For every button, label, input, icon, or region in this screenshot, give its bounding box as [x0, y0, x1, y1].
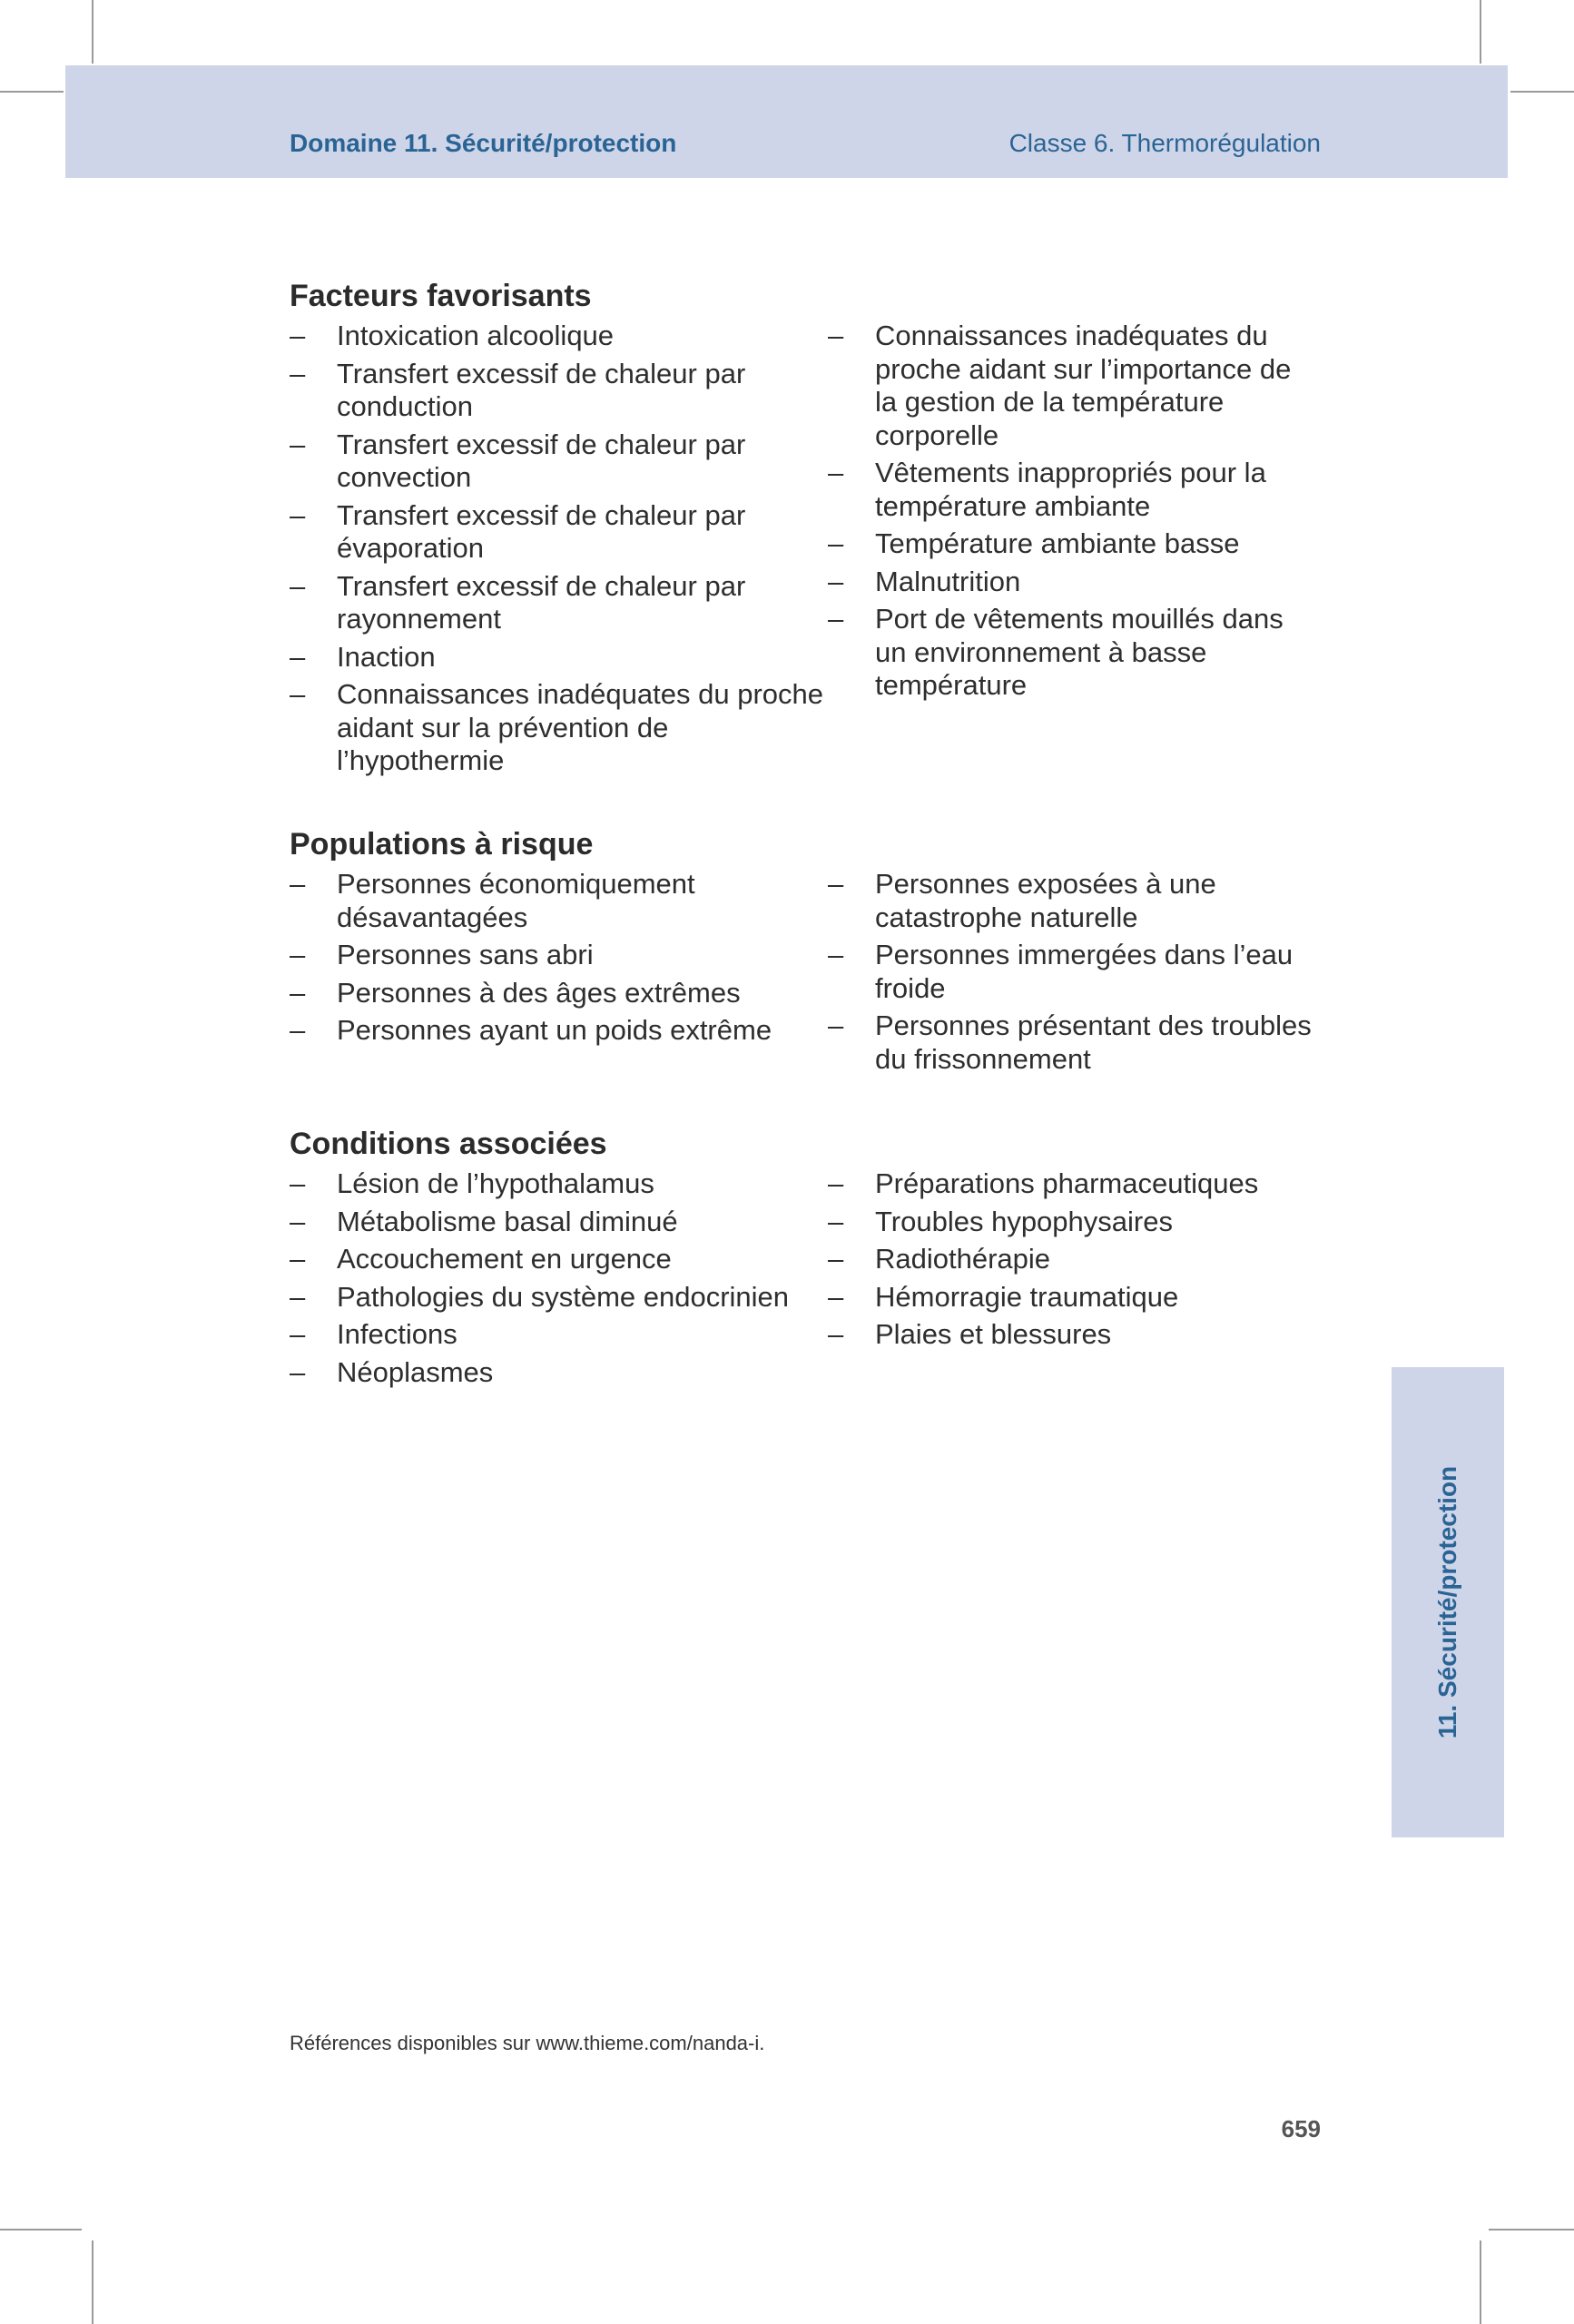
section-facteurs-favorisants	[290, 276, 1321, 783]
crop-mark	[1510, 91, 1574, 93]
list-item: – Préparations pharmaceutiques	[828, 1167, 1321, 1201]
list-item: – Infections	[290, 1318, 828, 1352]
list-item: – Transfert excessif de chaleur par évaporation	[290, 499, 828, 566]
column-right	[828, 868, 1321, 1080]
list-item: – Intoxication alcoolique	[290, 320, 828, 353]
list-item: – Accouchement en urgence	[290, 1243, 828, 1276]
list-item: – Température ambiante basse	[828, 527, 1321, 561]
references-note: Références disponibles sur www.thieme.com/nanda-i.	[290, 2032, 765, 2054]
list-item: – Inaction	[290, 641, 828, 675]
list-item: – Personnes ayant un poids extrême	[290, 1014, 828, 1048]
column-left	[290, 868, 828, 1080]
crop-mark	[1489, 2229, 1574, 2230]
header-domain: Domaine 11. Sécurité/protection	[290, 129, 677, 157]
list-item: – Personnes économiquement désavantagées	[290, 868, 828, 934]
section-title: Conditions associées	[290, 1127, 607, 1161]
column-right	[828, 1167, 1321, 1393]
list-item: – Malnutrition	[828, 566, 1321, 599]
bullet-list	[828, 1167, 1321, 1352]
list-item: – Transfert excessif de chaleur par convection	[290, 428, 828, 495]
list-item: – Troubles hypophysaires	[828, 1206, 1321, 1239]
section-columns	[290, 868, 1321, 1080]
crop-mark	[92, 0, 93, 64]
crop-mark	[1480, 2240, 1481, 2324]
list-item: – Personnes immergées dans l’eau froide	[828, 939, 1321, 1005]
bullet-list	[290, 1167, 828, 1389]
bullet-list	[290, 320, 828, 778]
section-columns	[290, 1167, 1321, 1393]
list-item: – Personnes présentant des troubles du frissonnement	[828, 1009, 1321, 1076]
list-item: – Port de vêtements mouillés dans un environnement à basse température	[828, 603, 1321, 703]
list-item: – Transfert excessif de chaleur par rayonnement	[290, 570, 828, 636]
section-title: Facteurs favorisants	[290, 279, 592, 313]
header-band	[65, 65, 1508, 178]
list-item: – Personnes exposées à une catastrophe naturelle	[828, 868, 1321, 934]
list-item: – Radiothérapie	[828, 1243, 1321, 1276]
bullet-list	[828, 868, 1321, 1076]
list-item: – Pathologies du système endocrinien	[290, 1281, 828, 1315]
list-item: – Lésion de l’hypothalamus	[290, 1167, 828, 1201]
crop-mark	[1480, 0, 1481, 64]
section-columns	[290, 320, 1321, 783]
list-item: – Personnes sans abri	[290, 939, 828, 972]
section-title: Populations à risque	[290, 827, 594, 862]
crop-mark	[92, 2240, 93, 2324]
side-tab-label: 11. Sécurité/protection	[1433, 1465, 1461, 1739]
column-left	[290, 320, 828, 783]
crop-mark	[0, 2229, 82, 2230]
list-item: – Plaies et blessures	[828, 1318, 1321, 1352]
column-right	[828, 320, 1321, 783]
list-item: – Néoplasmes	[290, 1356, 828, 1390]
list-item: – Hémorragie traumatique	[828, 1281, 1321, 1315]
list-item: – Transfert excessif de chaleur par conduction	[290, 358, 828, 424]
list-item: – Connaissances inadéquates du proche aidant sur l’importance de la gestion de la température corporelle	[828, 320, 1321, 452]
page-number: 659	[1281, 2115, 1321, 2142]
bullet-list	[828, 320, 1321, 703]
column-left	[290, 1167, 828, 1393]
section-conditions-associees	[290, 1124, 1321, 1393]
list-item: – Personnes à des âges extrêmes	[290, 977, 828, 1010]
side-chapter-tab	[1392, 1367, 1504, 1837]
list-item: – Métabolisme basal diminué	[290, 1206, 828, 1239]
crop-mark	[0, 91, 64, 93]
list-item: – Vêtements inappropriés pour la température ambiante	[828, 457, 1321, 523]
bullet-list	[290, 868, 828, 1048]
header-class: Classe 6. Thermorégulation	[1008, 129, 1321, 157]
section-populations-a-risque	[290, 824, 1321, 1080]
list-item: – Connaissances inadéquates du proche aidant sur la prévention de l’hypothermie	[290, 678, 828, 778]
